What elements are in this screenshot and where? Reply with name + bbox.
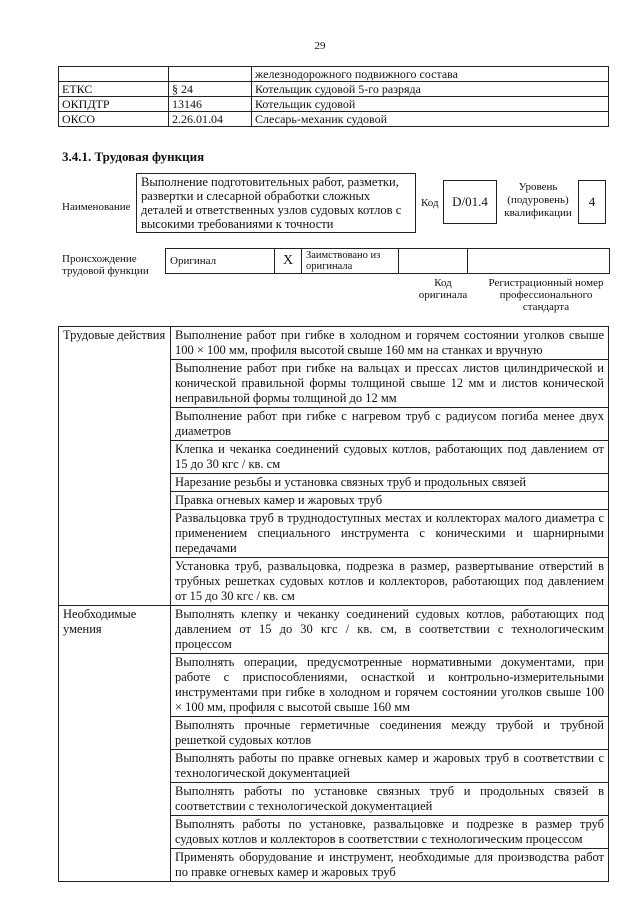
- skill-label: [59, 849, 171, 882]
- labor-action-item: Развальцовка труб в труднодоступных местах и коллекторах малого диаметра с применением специального инструмента с коническими и шарнирными передачами: [171, 510, 609, 558]
- origin-label: Происхождение трудовой функции: [62, 253, 149, 277]
- origin-borrowed: Заимствовано из оригинала: [302, 249, 399, 274]
- classification-code: ЕТКС: [59, 82, 169, 97]
- classification-name: Слесарь-механик судовой: [252, 112, 609, 127]
- labor-action-label: [59, 408, 171, 441]
- labor-action-row: [59, 558, 609, 606]
- labor-action-row: [59, 360, 609, 408]
- skill-row: [59, 849, 609, 882]
- skill-label: [59, 717, 171, 750]
- origin-mark: X: [275, 249, 302, 274]
- classification-num: 13146: [169, 97, 252, 112]
- reg-number-caption: Регистрационный номер профессионального стандарта: [488, 277, 604, 313]
- classification-row: [59, 67, 609, 82]
- function-name: Выполнение подготовительных работ, разметки, развертки и слесарной обработки сложных деталей и ответственных узлов судовых котлов с высокими требованиями к точности: [136, 173, 416, 233]
- level-label: Уровень (подуровень) квалификации: [504, 181, 572, 219]
- skill-item: Выполнять операции, предусмотренные нормативными документами, при работе с приспособлениями, оснасткой и контрольно-измерительными инструментами при гибке в холодном и горячем состоянии уголков свыше 100 × 100 мм, профиля с высотой свыше 160 мм: [171, 654, 609, 717]
- labor-action-row: [59, 327, 609, 360]
- labor-action-item: Установка труб, развальцовка, подрезка в размер, развертывание отверстий в трубных решетках судовых котлов и коллекторов, работающих под давлением от 15 до 30 кгс / кв. см: [171, 558, 609, 606]
- labor-action-label: [59, 360, 171, 408]
- classification-row: [59, 82, 609, 97]
- labor-action-row: [59, 492, 609, 510]
- code-label: Код: [421, 197, 439, 209]
- section-heading: 3.4.1. Трудовая функция: [62, 149, 205, 164]
- page-number: 29: [314, 40, 326, 52]
- skill-item: Выполнять работы по установке, развальцовке и подрезке в размер труб судовых котлов и коллекторов в соответствии с технологическим процессом: [171, 816, 609, 849]
- labor-action-label: [59, 558, 171, 606]
- classification-code: ОКСО: [59, 112, 169, 127]
- labor-action-item: Выполнение работ при гибке в холодном и горячем состоянии уголков свыше 100 × 100 мм, профиля высотой свыше 160 мм на станках и вручную: [171, 327, 609, 360]
- labor-action-item: Клепка и чеканка соединений судовых котлов, работающих под давлением от 15 до 30 кгс / кв. см: [171, 441, 609, 474]
- labor-action-label: [59, 510, 171, 558]
- skill-item: Выполнять работы по правке огневых камер и жаровых труб в соответствии с технологической документацией: [171, 750, 609, 783]
- classification-name: железнодорожного подвижного состава: [252, 67, 609, 82]
- skill-row: [59, 816, 609, 849]
- labor-action-label: Трудовые действия: [59, 327, 171, 360]
- classification-name: Котельщик судовой 5-го разряда: [252, 82, 609, 97]
- origin-code-cell: [399, 249, 468, 274]
- skill-item: Выполнять клепку и чеканку соединений судовых котлов, работающих под давлением от 15 до 30 кгс / кв. см, в соответствии с технологическим процессом: [171, 606, 609, 654]
- skill-row: [59, 783, 609, 816]
- skill-row: [59, 750, 609, 783]
- labor-action-label: [59, 441, 171, 474]
- code-value: D/01.4: [443, 180, 497, 224]
- skill-item: Выполнять прочные герметичные соединения между трубой и трубной решеткой судовых котлов: [171, 717, 609, 750]
- classification-code: ОКПДТР: [59, 97, 169, 112]
- labor-action-item: Правка огневых камер и жаровых труб: [171, 492, 609, 510]
- function-details-table: [58, 326, 609, 882]
- origin-reg-cell: [468, 249, 610, 274]
- labor-action-item: Нарезание резьбы и установка связных труб и продольных связей: [171, 474, 609, 492]
- skill-label: [59, 816, 171, 849]
- classification-row: [59, 112, 609, 127]
- labor-action-item: Выполнение работ при гибке на вальцах и прессах листов цилиндрической и конической правильной формы толщиной свыше 12 мм и листов конической неправильной формы толщиной до 12 мм: [171, 360, 609, 408]
- naming-label: Наименование: [62, 201, 131, 213]
- skill-label: Необходимые умения: [59, 606, 171, 654]
- skill-row: [59, 606, 609, 654]
- skill-label: [59, 783, 171, 816]
- skill-item: Выполнять работы по установке связных труб и продольных связей в соответствии с технологической документацией: [171, 783, 609, 816]
- labor-action-row: [59, 408, 609, 441]
- skill-row: [59, 717, 609, 750]
- labor-action-label: [59, 492, 171, 510]
- skill-row: [59, 654, 609, 717]
- skill-label: [59, 654, 171, 717]
- origin-row: [165, 248, 610, 274]
- origin-original: Оригинал: [166, 249, 275, 274]
- level-value: 4: [578, 180, 606, 224]
- classification-num: [169, 67, 252, 82]
- labor-action-row: [59, 474, 609, 492]
- classification-row: [59, 97, 609, 112]
- labor-action-row: [59, 441, 609, 474]
- classification-table: [58, 66, 609, 127]
- classification-name: Котельщик судовой: [252, 97, 609, 112]
- classification-num: 2.26.01.04: [169, 112, 252, 127]
- code-original-caption: Код оригинала: [418, 277, 468, 301]
- classification-code: [59, 67, 169, 82]
- labor-action-item: Выполнение работ при гибке с нагревом труб с радиусом погиба менее двух диаметров: [171, 408, 609, 441]
- skill-item: Применять оборудование и инструмент, необходимые для производства работ по правке огневых камер и жаровых труб: [171, 849, 609, 882]
- labor-action-label: [59, 474, 171, 492]
- labor-action-row: [59, 510, 609, 558]
- skill-label: [59, 750, 171, 783]
- classification-num: § 24: [169, 82, 252, 97]
